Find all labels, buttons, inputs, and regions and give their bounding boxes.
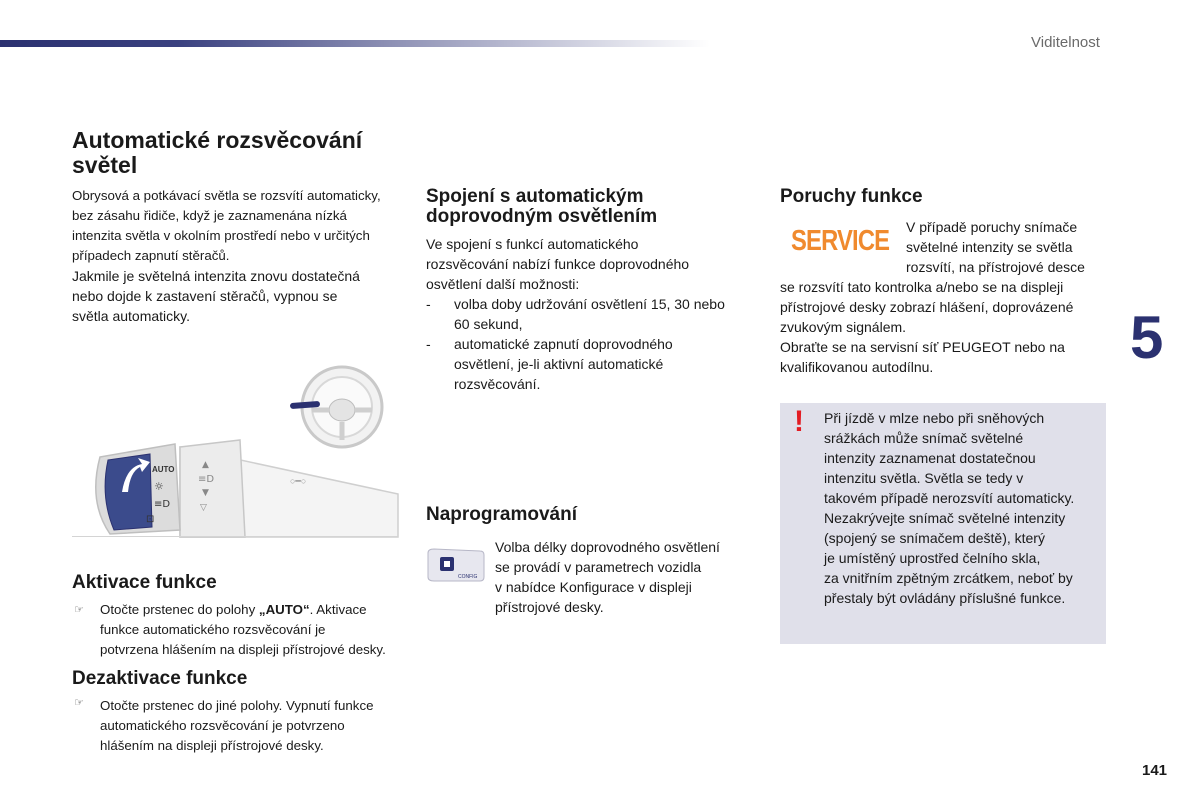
warning-line: intenzitu světla. Světla se tedy v <box>824 470 1024 486</box>
intro-line: světla automaticky. <box>72 308 191 324</box>
light-stalk-illustration <box>80 362 400 552</box>
steering-wheel-icon <box>290 367 382 447</box>
warning-line: intenzity zaznamenat dostatečnou <box>824 450 1036 466</box>
deactivate-line: Otočte prstenec do jiné polohy. Vypnutí funkce <box>100 698 374 713</box>
text-line: V případě poruchy snímače <box>906 219 1078 235</box>
intro-paragraph <box>72 186 402 326</box>
list-item: - volba doby udržování osvětlení 15, 30 nebo 60 sekund, <box>426 294 756 334</box>
text-line: přístrojové desky. <box>495 599 604 615</box>
header-bar <box>0 40 710 47</box>
warning-line: Nezakrývejte snímač světelné intenzity <box>824 510 1066 526</box>
svg-text:▼: ▼ <box>202 488 209 498</box>
warning-line: (spojený se snímačem deště), který <box>824 530 1045 546</box>
activate-text <box>74 600 400 660</box>
auto-label: AUTO <box>152 465 175 474</box>
text-line: světelné intenzity se světla <box>906 239 1073 255</box>
text-line: Ve spojení s funkcí automatického <box>426 236 639 252</box>
chapter-number: 5 <box>1130 304 1164 371</box>
pointing-hand-icon: ☞ <box>74 697 84 709</box>
intro-line: bez zásahu řidiče, když je zaznamenána nízká <box>72 208 347 223</box>
list-item-line: volba doby udržování osvětlení 15, 30 nebo <box>454 296 725 312</box>
activate-text-part: . Aktivace <box>309 602 367 617</box>
text-line: Volba délky doprovodného osvětlení <box>495 539 720 555</box>
intro-line: intenzita světla v okolním prostředí nebo v určitých <box>72 228 370 243</box>
text-line: v nabídce Konfigurace v displeji <box>495 579 692 595</box>
list-item-line: osvětlení, je-li aktivní automatické <box>454 356 664 372</box>
deactivate-line: hlášením na displeji přístrojové desky. <box>100 738 324 753</box>
activate-title: Aktivace funkce <box>72 572 217 593</box>
list-item-line: automatické zapnutí doprovodného <box>454 336 673 352</box>
svg-text:○━○: ○━○ <box>290 476 307 486</box>
title-line: Spojení s automatickým <box>426 186 644 207</box>
svg-text:☼: ☼ <box>154 480 164 493</box>
text-line: se provádí v parametrech vozidla <box>495 559 702 575</box>
text-line: Obraťte se na servisní síť PEUGEOT nebo na <box>780 339 1065 355</box>
svg-text:▲: ▲ <box>202 460 209 470</box>
warning-line: takovém případě nerozsvítí automaticky. <box>824 490 1075 506</box>
deactivate-title: Dezaktivace funkce <box>72 668 248 689</box>
page-number: 141 <box>1142 762 1168 779</box>
programming-text <box>495 537 765 617</box>
warning-line: přestaly být ovládány příslušné funkce. <box>824 590 1066 606</box>
service-warning-light: SERVICE <box>791 225 890 257</box>
text-line: kvalifikovanou autodílnu. <box>780 359 934 375</box>
warning-line: Při jízdě v mlze nebo při sněhových <box>824 410 1045 426</box>
list-item-line: 60 sekund, <box>454 316 523 332</box>
intro-line: Obrysová a potkávací světla se rozsvítí automaticky, <box>72 188 381 203</box>
config-label: CONFIG <box>458 574 478 580</box>
malfunction-text-short <box>906 217 1106 277</box>
text-line: zvukovým signálem. <box>780 319 907 335</box>
section-title: Viditelnost <box>1031 34 1100 51</box>
activate-text-part: Otočte prstenec do polohy <box>100 602 259 617</box>
programming-title: Naprogramování <box>426 504 577 525</box>
warning-line: je umístěný uprostřed čelního skla, <box>824 550 1041 566</box>
text-line: přístrojové desky zobrazí hlášení, doprovázené <box>780 299 1074 315</box>
guide-lighting-text <box>426 234 756 394</box>
activate-line: potvrzena hlášením na displeji přístrojové desky. <box>100 642 386 657</box>
title-line: doprovodným osvětlením <box>426 206 658 227</box>
malfunction-title: Poruchy funkce <box>780 186 923 207</box>
main-title: Automatické rozsvěcování světel <box>72 127 363 178</box>
text-line: rozsvítí, na přístrojové desce <box>906 259 1085 275</box>
text-line: rozsvěcování nabízí funkce doprovodného <box>426 256 690 272</box>
warning-icon: ! <box>794 405 804 438</box>
intro-line: nebo dojde k zastavení stěračů, vypnou se <box>72 288 338 304</box>
deactivate-line: automatického rozsvěcování je potvrzeno <box>100 718 345 733</box>
intro-line: případech zapnutí stěračů. <box>72 248 230 263</box>
warning-text <box>824 408 1104 608</box>
intro-line: Jakmile je světelná intenzita znovu dostatečná <box>72 268 360 284</box>
guide-lighting-title <box>426 187 756 227</box>
divider <box>72 536 397 537</box>
svg-text:⊡: ⊡ <box>146 514 155 525</box>
malfunction-text <box>780 277 1110 377</box>
config-button-icon <box>424 545 486 585</box>
pointing-hand-icon: ☞ <box>74 604 84 616</box>
svg-text:▽: ▽ <box>200 503 207 513</box>
text-line: osvětlení další možnosti: <box>426 276 580 292</box>
list-item: - automatické zapnutí doprovodného osvětlení, je-li aktivní automatické rozsvěcování. <box>426 334 756 394</box>
list-item-line: rozsvěcování. <box>454 376 541 392</box>
deactivate-text <box>74 696 400 756</box>
auto-mode-label: „AUTO“ <box>258 602 310 617</box>
warning-line: srážkách může snímač světelné <box>824 430 1024 446</box>
svg-text:≡D: ≡D <box>154 499 171 510</box>
activate-line: funkce automatického rozsvěcování je <box>100 622 326 637</box>
warning-line: za vnitřním zpětným zrcátkem, neboť by <box>824 570 1073 586</box>
text-line: se rozsvítí tato kontrolka a/nebo se na displeji <box>780 279 1064 295</box>
svg-text:≡D: ≡D <box>198 474 215 485</box>
